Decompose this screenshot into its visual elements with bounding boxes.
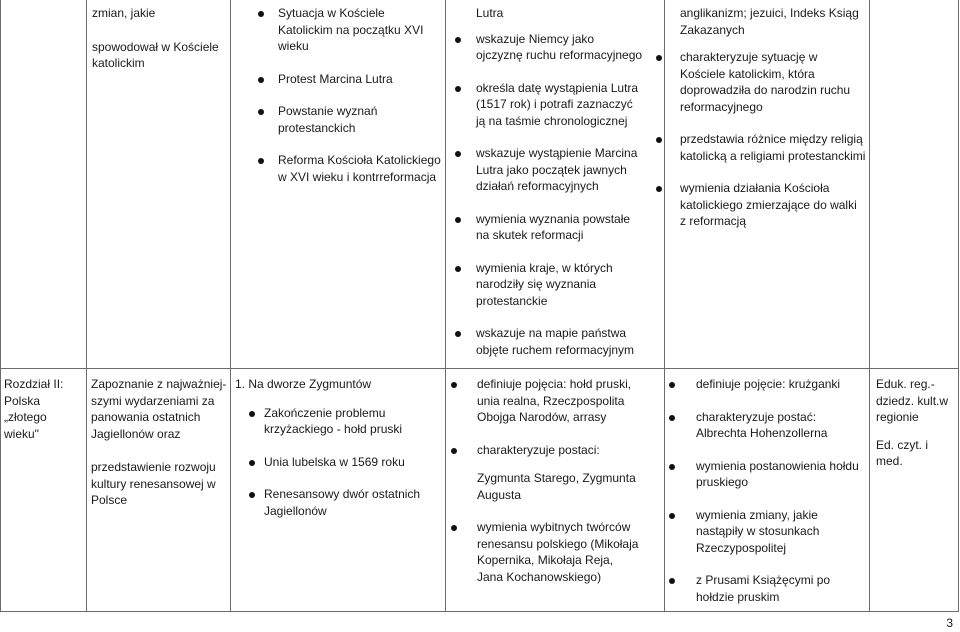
list-item: wymienia wyznania powstałe na skutek reformacji xyxy=(452,211,644,244)
list-item: wymienia wybitnych twórców renesansu polskiego (Mikołaja Kopernika, Mikołaja Reja, Jana Kochanowskiego) xyxy=(448,519,640,585)
list-item: definiuje pojęcie: krużganki xyxy=(667,376,867,393)
path-text: Ed. czyt. i med. xyxy=(876,437,929,468)
table-border xyxy=(445,0,446,612)
basic-requirements-list xyxy=(452,31,644,359)
topic-title: 1. Na dworze Zygmuntów xyxy=(235,377,372,391)
topics-cell xyxy=(235,376,441,535)
goals-text: przedstawienie rozwoju kultury renesansowej w Polsce xyxy=(91,460,216,507)
list-item: charakteryzuje postać: Albrechta Hohenzollerna xyxy=(667,409,867,442)
basic-requirements-list xyxy=(448,376,640,458)
top-col4-cell xyxy=(680,5,866,246)
list-item: Zakończenie problemu krzyżackiego - hołd pruski xyxy=(235,405,441,438)
list-item: Sytuacja w Kościele Katolickim na początku XVI wieku xyxy=(257,5,442,55)
table-border-right xyxy=(958,0,959,612)
top-col3-cell xyxy=(452,5,644,374)
list-item: wymienia kraje, w których narodziły się wyznania protestanckie xyxy=(452,260,644,310)
list-item: wymienia zmiany, jakie nastąpiły w stosunkach Rzeczypospolitej xyxy=(667,507,867,557)
list-item: Powstanie wyznań protestanckich xyxy=(257,103,442,136)
topics-list xyxy=(235,405,441,520)
goals-cell xyxy=(91,376,227,509)
goals-text: Zapoznanie z najważniej-szymi wydarzeniami za panowania ostatnich Jagiellonów oraz xyxy=(91,377,227,441)
list-item: wymienia działania Kościoła katolickiego zmierzające do walki z reformacją xyxy=(680,180,866,230)
chapter-cell xyxy=(4,376,84,442)
list-item: wskazuje na mapie państwa objęte ruchem reformacyjnym xyxy=(452,325,644,358)
basic-cell xyxy=(448,376,640,601)
list-item: wskazuje wystąpienie Marcina Lutra jako początek jawnych działań reformacyjnych xyxy=(452,145,644,195)
page-number: 3 xyxy=(946,616,953,630)
list-item: Renesansowy dwór ostatnich Jagiellonów xyxy=(235,486,441,519)
requirements-intro: anglikanizm; jezuici, Indeks Ksiąg Zakazanych xyxy=(680,6,859,37)
chapter-title: Rozdział II: Polska „złotego wieku" xyxy=(4,377,64,441)
list-item: Unia lubelska w 1569 roku xyxy=(235,454,441,471)
list-item: charakteryzuje postaci: xyxy=(448,442,640,459)
table-border xyxy=(869,0,870,612)
list-item: przedstawia różnice między religią katolicką a religiami protestanckimi xyxy=(680,132,866,163)
requirements-intro: Lutra xyxy=(476,6,504,20)
top-col2-cell xyxy=(257,5,442,201)
top-col1-cell xyxy=(92,5,226,72)
extended-requirements-list xyxy=(680,49,866,230)
list-item: charakteryzuje sytuację w Kościele katolickim, która doprowadziła do narodzin ruchu reformacyjnego xyxy=(680,49,866,115)
list-item: wymienia postanowienia hołdu pruskiego xyxy=(667,458,867,491)
basic-requirements-list xyxy=(448,519,640,585)
table-border xyxy=(230,0,231,612)
list-item: z Prusami Książęcymi po hołdzie pruskim xyxy=(667,572,867,605)
extended-requirements-list xyxy=(667,376,867,605)
list-item: Protest Marcina Lutra xyxy=(257,71,442,88)
table-border xyxy=(664,0,665,612)
extended-cell xyxy=(667,376,867,621)
topics-list xyxy=(257,5,442,185)
path-text: Eduk. reg.-dziedz. kult.w regionie xyxy=(876,377,949,424)
list-item: wskazuje Niemcy jako ojczyznę ruchu reformacyjnego xyxy=(452,31,644,64)
list-item: określa datę wystąpienia Lutra (1517 rok) i potrafi zaznaczyć ją na taśmie chronologicznej xyxy=(452,80,644,130)
list-item: Reforma Kościoła Katolickiego w XVI wieku i kontrreformacja xyxy=(257,152,442,185)
table-border-left xyxy=(0,0,1,612)
list-item: definiuje pojęcia: hołd pruski, unia realna, Rzeczpospolita Obojga Narodów, arrasy xyxy=(448,376,640,426)
table-border xyxy=(86,0,87,612)
top-col1-text: zmian, jakie xyxy=(92,6,156,20)
paths-cell xyxy=(876,376,956,470)
top-col1-text: spowodował w Kościele katolickim xyxy=(92,39,219,70)
list-subtext: Zygmunta Starego, Zygmunta Augusta xyxy=(477,471,636,502)
